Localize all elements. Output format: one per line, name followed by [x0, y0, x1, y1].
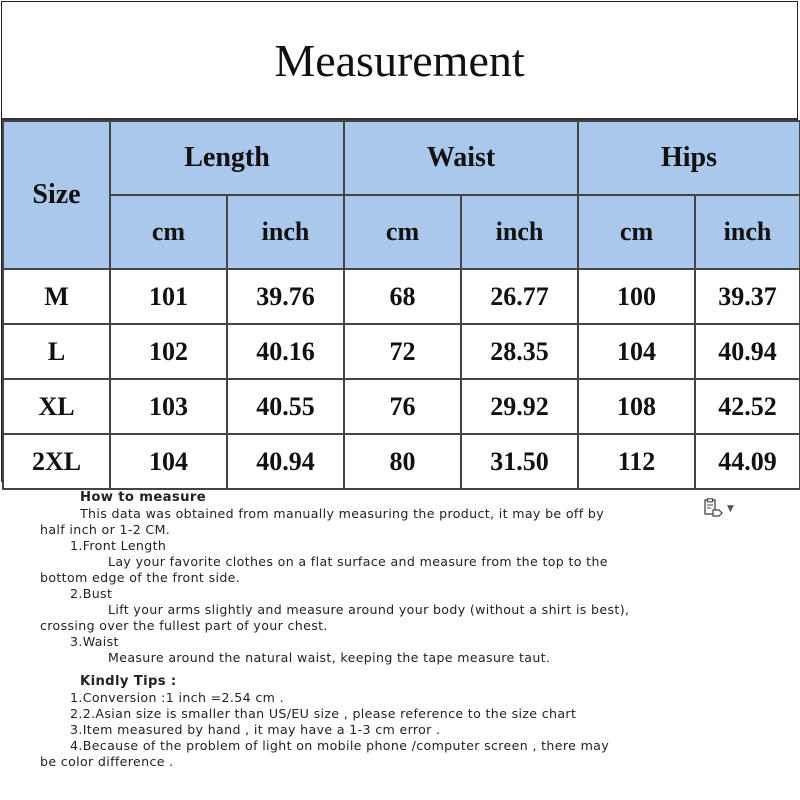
table-header-row [3, 121, 800, 195]
table-cell: 101 [110, 269, 227, 324]
table-cell: 104 [110, 434, 227, 489]
table-cell: 40.94 [695, 324, 800, 379]
tip-text: 3.Item measured by hand , it may have a 1-3 cm error . [70, 722, 441, 737]
tip-text: 1.Conversion :1 inch =2.54 cm . [70, 690, 284, 705]
size-column-header: Size [3, 121, 110, 269]
table-row [3, 434, 800, 489]
tip-text: 4.Because of the problem of light on mobile phone /computer screen , there may [70, 738, 610, 753]
table-cell: 76 [344, 379, 461, 434]
size-table [2, 120, 800, 490]
unit-header: inch [695, 195, 800, 269]
unit-header: cm [344, 195, 461, 269]
table-cell: 31.50 [461, 434, 578, 489]
table-cell: 68 [344, 269, 461, 324]
instruction-text: Lay your favorite clothes on a flat surface and measure from the top to the [108, 554, 608, 569]
instruction-text: Measure around the natural waist, keeping the tape measure taut. [108, 650, 551, 665]
table-cell: 108 [578, 379, 695, 434]
instruction-text: bottom edge of the front side. [40, 570, 241, 585]
table-cell: L [3, 324, 110, 379]
instruction-subtitle: 2.Bust [70, 586, 113, 601]
table-cell: 26.77 [461, 269, 578, 324]
table-cell: XL [3, 379, 110, 434]
kindly-tips-heading: Kindly Tips : [80, 674, 177, 689]
instruction-text: crossing over the fullest part of your chest. [40, 618, 328, 633]
unit-header: cm [110, 195, 227, 269]
table-cell: M [3, 269, 110, 324]
table-cell: 80 [344, 434, 461, 489]
table-cell: 40.94 [227, 434, 344, 489]
table-cell: 39.76 [227, 269, 344, 324]
how-to-measure-heading: How to measure [80, 490, 206, 505]
instruction-text: This data was obtained from manually measuring the product, it may be off by [80, 506, 604, 521]
table-cell: 103 [110, 379, 227, 434]
hips-group-header: Hips [578, 121, 800, 195]
unit-header: cm [578, 195, 695, 269]
instruction-subtitle: 1.Front Length [70, 538, 167, 553]
measure-instructions [40, 490, 760, 770]
size-chart-frame [1, 1, 798, 482]
chevron-down-icon: ▼ [727, 504, 734, 514]
table-cell: 44.09 [695, 434, 800, 489]
waist-group-header: Waist [344, 121, 578, 195]
table-cell: 39.37 [695, 269, 800, 324]
unit-header: inch [461, 195, 578, 269]
length-group-header: Length [110, 121, 344, 195]
tip-text: 2.2.Asian size is smaller than US/EU size , please reference to the size chart [70, 706, 577, 721]
table-cell: 112 [578, 434, 695, 489]
table-cell: 102 [110, 324, 227, 379]
table-cell: 72 [344, 324, 461, 379]
table-cell: 29.92 [461, 379, 578, 434]
table-cell: 40.16 [227, 324, 344, 379]
table-cell: 40.55 [227, 379, 344, 434]
instruction-subtitle: 3.Waist [70, 634, 119, 649]
page-title: Measurement [2, 2, 797, 120]
table-cell: 28.35 [461, 324, 578, 379]
table-cell: 100 [578, 269, 695, 324]
instruction-text: Lift your arms slightly and measure around your body (without a shirt is best), [108, 602, 630, 617]
instruction-text: half inch or 1-2 CM. [40, 522, 171, 537]
table-row [3, 324, 800, 379]
tip-text: be color difference . [40, 754, 174, 769]
table-unit-row [3, 195, 800, 269]
table-cell: 104 [578, 324, 695, 379]
table-cell: 42.52 [695, 379, 800, 434]
table-row [3, 379, 800, 434]
table-row [3, 269, 800, 324]
unit-header: inch [227, 195, 344, 269]
table-cell: 2XL [3, 434, 110, 489]
